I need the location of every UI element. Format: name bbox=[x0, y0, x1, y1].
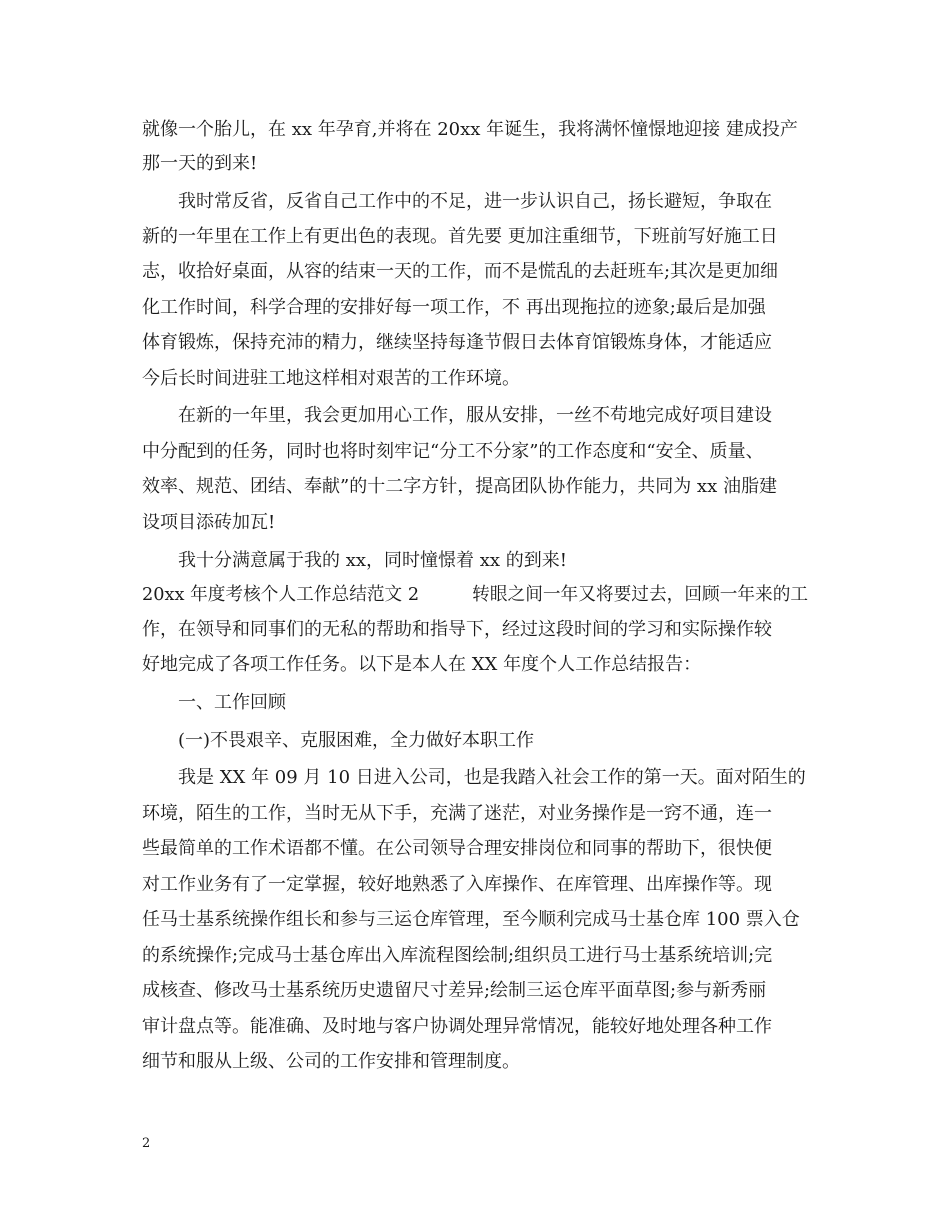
text-line: 成核查、修改马士基系统历史遗留尺寸差异;绘制三运仓库平面草图;参与新秀丽 bbox=[142, 980, 767, 1001]
text-line: 今后长时间进驻工地这样相对艰苦的工作环境。 bbox=[142, 368, 520, 389]
paragraph-start-line: 我时常反省，反省自己工作中的不足，进一步认识自己，扬长避短，争取在 bbox=[178, 191, 772, 212]
page-number: 2 bbox=[142, 1136, 151, 1151]
text-line: 环境，陌生的工作，当时无从下手，充满了迷茫，对业务操作是一窍不通，连一 bbox=[142, 803, 772, 824]
text-line: 任马士基系统操作组长和参与三运仓库管理，至今顺利完成马士基仓库 100 票入仓 bbox=[142, 909, 800, 930]
text-line: 些最简单的工作术语都不懂。在公司领导合理安排岗位和同事的帮助下，很快便 bbox=[142, 838, 772, 859]
text-line: 中分配到的任务，同时也将时刻牢记“分工不分家”的工作态度和“安全、质量、 bbox=[142, 441, 764, 462]
text-line: 细节和服从上级、公司的工作安排和管理制度。 bbox=[142, 1051, 520, 1072]
text-line: 就像一个胎儿，在 xx 年孕育,并将在 20xx 年诞生，我将满怀憧憬地迎接 建成投产 bbox=[142, 119, 798, 140]
paragraph-start-line: 我是 XX 年 09 月 10 日进入公司，也是我踏入社会工作的第一天。面对陌生的 bbox=[178, 767, 806, 788]
text-line: 体育锻炼，保持充沛的精力，继续坚持每逢节假日去体育馆锻炼身体，才能适应 bbox=[142, 332, 772, 353]
paragraph-start-line: 我十分满意属于我的 xx，同时憧憬着 xx 的到来! bbox=[178, 550, 568, 571]
text-line: 化工作时间，科学合理的安排好每一项工作，不 再出现拖拉的迹象;最后是加强 bbox=[142, 297, 766, 318]
text-line: 好地完成了各项工作任务。以下是本人在 XX 年度个人工作总结报告： bbox=[142, 654, 702, 675]
text-line: 对工作业务有了一定掌握，较好地熟悉了入库操作、在库管理、出库操作等。现 bbox=[142, 874, 772, 895]
text-line: 效率、规范、团结、奉献”的十二字方针，提高团队协作能力，共同为 xx 油脂建 bbox=[142, 476, 777, 497]
text-line: 作，在领导和同事们的无私的帮助和指导下，经过这段时间的学习和实际操作较 bbox=[142, 619, 772, 640]
text-line: 新的一年里在工作上有更出色的表现。首先要 更加注重细节，下班前写好施工日 bbox=[142, 226, 778, 247]
text-line: 的系统操作;完成马士基仓库出入库流程图绘制;组织员工进行马士基系统培训;完 bbox=[142, 945, 773, 966]
text-line: 那一天的到来! bbox=[142, 153, 258, 174]
text-line: 审计盘点等。能准确、及时地与客户协调处理异常情况，能较好地处理各种工作 bbox=[142, 1016, 772, 1037]
text-line: 设项目添砖加瓦! bbox=[142, 512, 276, 533]
text-line: 志，收拾好桌面，从容的结束一天的工作，而不是慌乱的去赶班车;其次是更加细 bbox=[142, 261, 779, 282]
section-heading-line: 20xx 年度考核个人工作总结范文 2 转眼之间一年又将要过去，回顾一年来的工 bbox=[142, 584, 809, 605]
heading-work-review: 一、工作回顾 bbox=[178, 692, 286, 713]
subheading: (一)不畏艰辛、克服困难，全力做好本职工作 bbox=[178, 730, 535, 751]
paragraph-start-line: 在新的一年里，我会更加用心工作，服从安排，一丝不苟地完成好项目建设 bbox=[178, 405, 772, 426]
